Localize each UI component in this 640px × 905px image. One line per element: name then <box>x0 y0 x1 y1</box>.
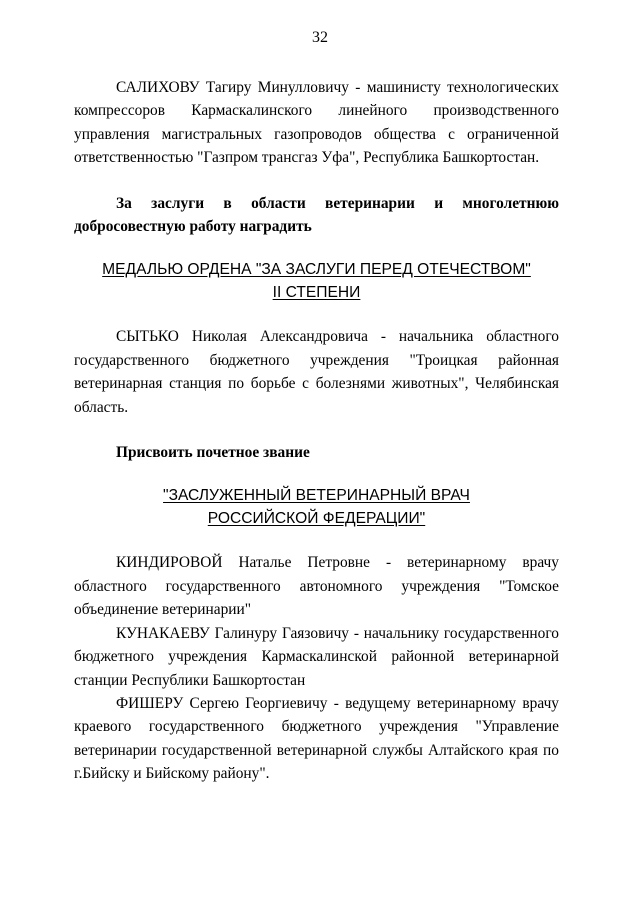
medal-heading <box>74 258 559 304</box>
award-paragraph-kindirova: КИНДИРОВОЙ Наталье Петровне - ветеринарному врачу областного государственного автономного учреждения "Томское объединение ветеринарии" <box>74 554 559 619</box>
medal-heading-line-2: II СТЕПЕНИ <box>272 284 361 302</box>
page-number: 32 <box>312 29 328 46</box>
section-intro-title: Присвоить почетное звание <box>116 444 310 462</box>
award-paragraph-sytko: СЫТЬКО Николая Александровича - начальника областного государственного бюджетного учреждения "Троицкая районная ветеринарная станция по борьбе с болезнями животных", Челябинская область. <box>74 328 559 416</box>
honorary-title-heading <box>74 484 559 530</box>
award-paragraph-fisher: ФИШЕРУ Сергею Георгиевичу - ведущему ветеринарному врачу краевого государственного бюджетного учреждения "Управление ветеринарии государственной ветеринарной службы Алтайского края по г.Бийску и Бийскому району". <box>74 694 559 783</box>
award-paragraph-salikhov: САЛИХОВУ Тагиру Минулловичу - машинисту технологических компрессоров Кармаскалинского линейного производственного управления магистральных газопроводов общества с ограниченной ответственностью "Газпром трансгаз Уфа", Республика Башкортостан. <box>74 79 559 167</box>
section-intro-veterinary: За заслуги в области ветеринарии и многолетнюю добросовестную работу наградить <box>74 194 559 236</box>
honorary-title-line-2: РОССИЙСКОЙ ФЕДЕРАЦИИ" <box>207 510 426 528</box>
document-body <box>74 76 559 786</box>
medal-heading-line-1: МЕДАЛЬЮ ОРДЕНА "ЗА ЗАСЛУГИ ПЕРЕД ОТЕЧЕСТВОМ" <box>102 261 531 279</box>
award-paragraph-kunakaev: КУНАКАЕВУ Галинуру Гаязовичу - начальнику государственного бюджетного учреждения Кармаскалинской районной ветеринарной станции Республики Башкортостан <box>74 624 559 689</box>
honorary-title-line-1: "ЗАСЛУЖЕННЫЙ ВЕТЕРИНАРНЫЙ ВРАЧ <box>163 487 470 505</box>
